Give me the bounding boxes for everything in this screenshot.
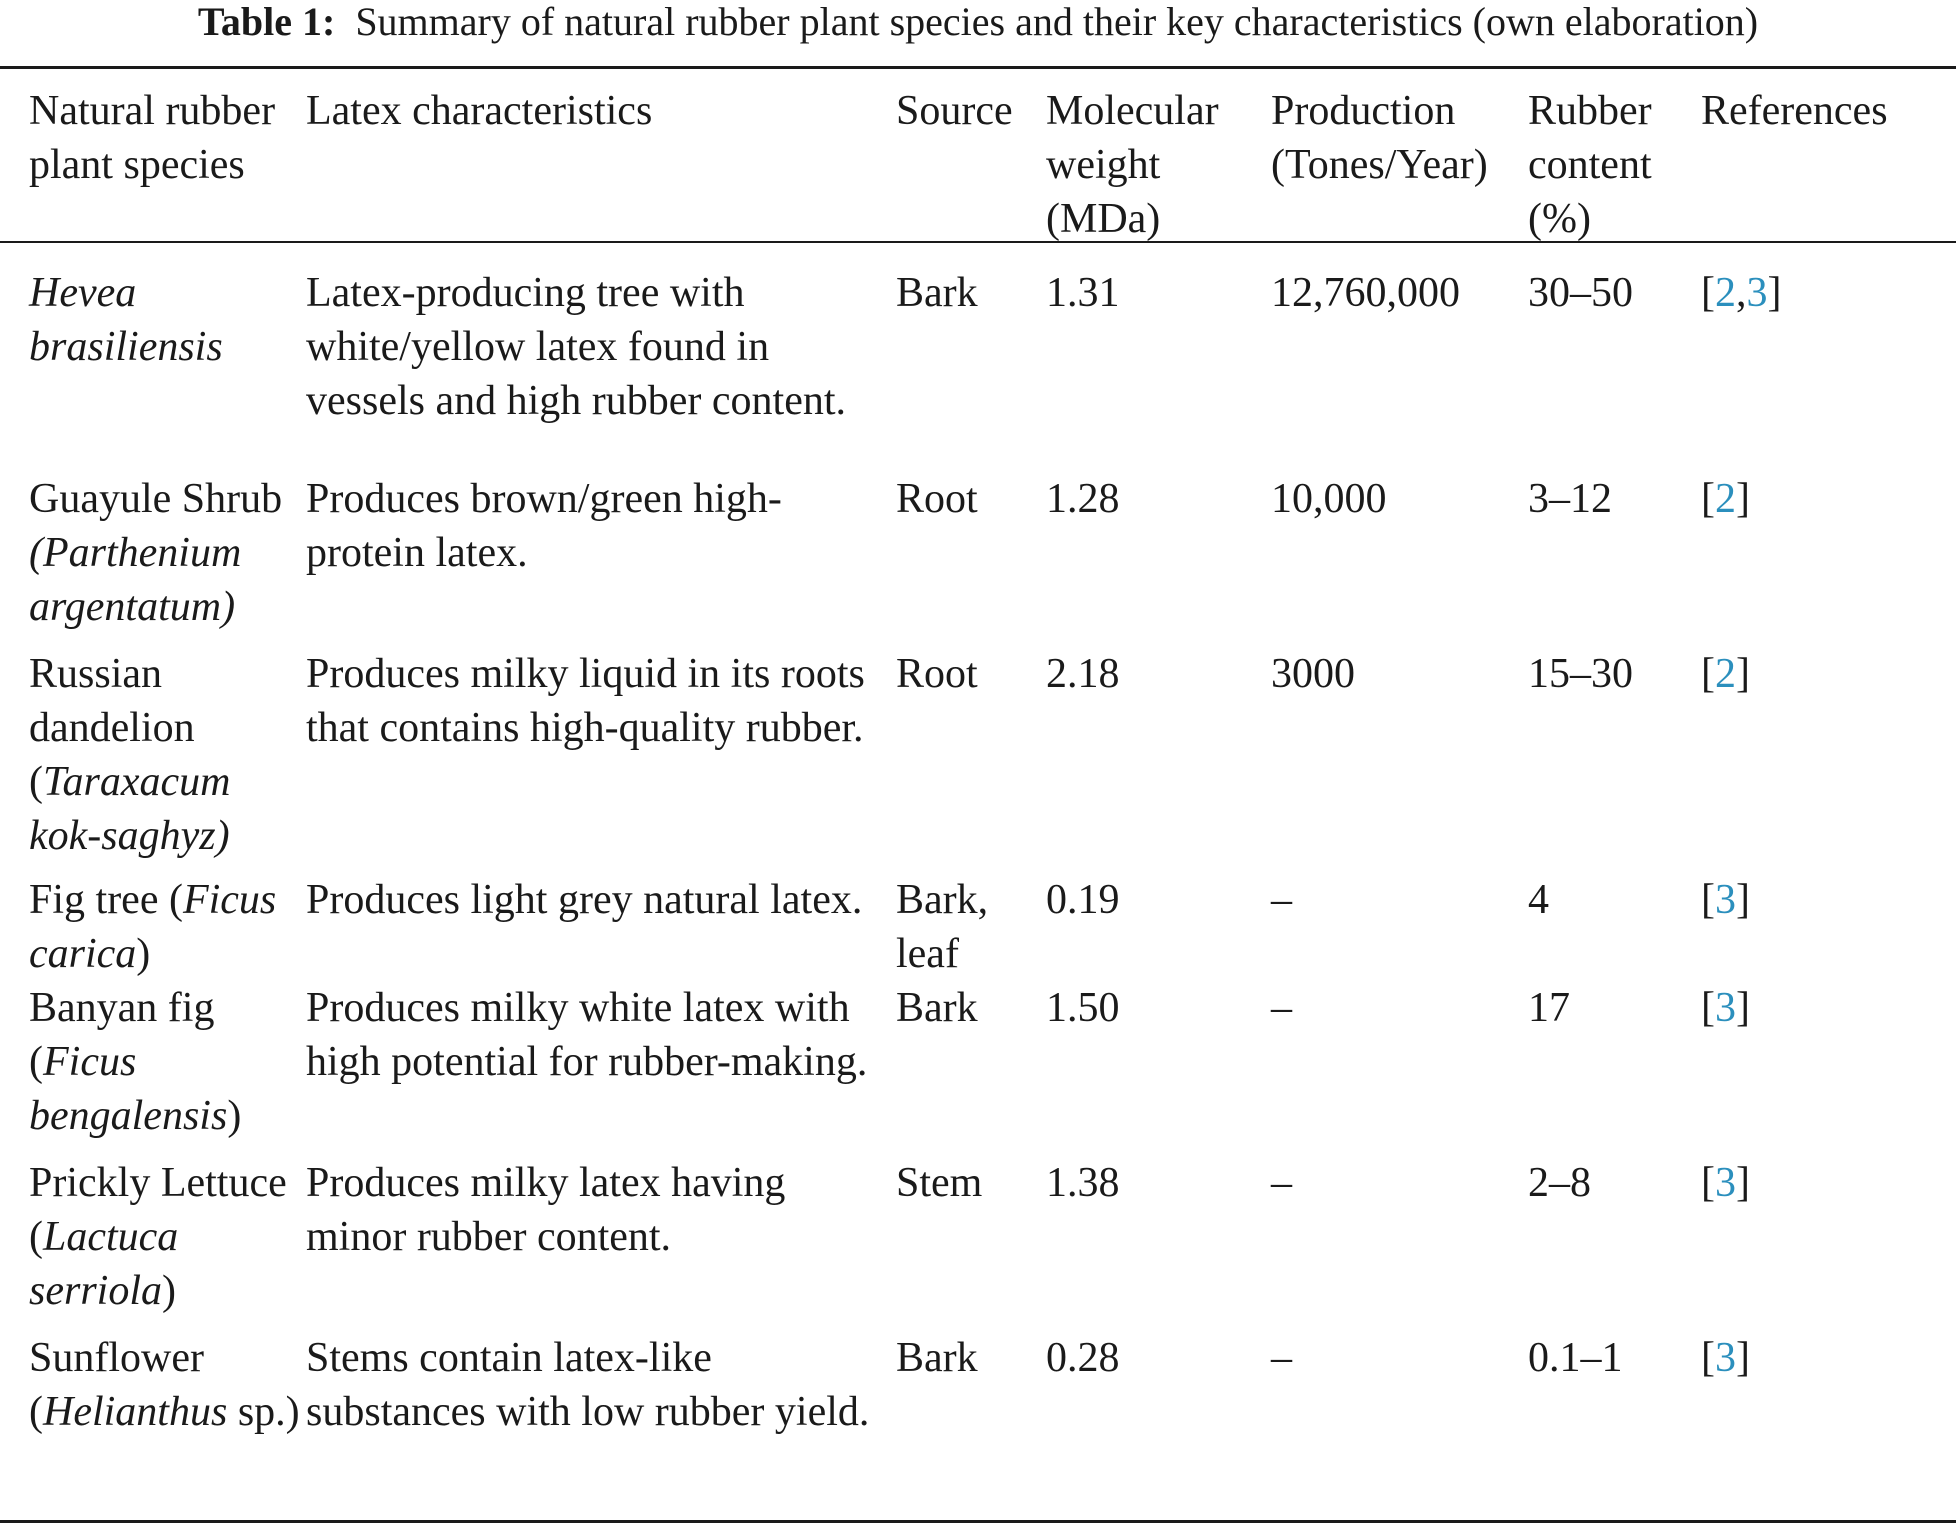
col-header-latex: Latex characteristics	[306, 88, 653, 134]
table-body	[0, 246, 1956, 1506]
production-cell: –	[1271, 1160, 1292, 1206]
references-cell: [3]	[1701, 985, 1750, 1031]
molecular-weight-cell: 1.28	[1046, 476, 1120, 522]
production-cell: 12,760,000	[1271, 270, 1460, 316]
table-row	[0, 1331, 1956, 1506]
species-cell	[0, 981, 306, 1156]
table-row	[0, 647, 1956, 873]
latex-cell: Produces milky liquid in its roots that contains high-quality rubber.	[306, 651, 865, 751]
species-name-text: Russian dandelion (	[29, 651, 195, 805]
reference-link[interactable]: 3	[1746, 270, 1768, 316]
species-name-text: Prickly Lettuce (	[29, 1160, 287, 1260]
rubber-content-cell: 2–8	[1528, 1160, 1591, 1206]
molecular-weight-cell: 1.31	[1046, 270, 1120, 316]
molecular-weight-cell: 1.50	[1046, 985, 1120, 1031]
col-header-references: References	[1701, 88, 1888, 134]
species-scientific-name: Ficus carica	[29, 877, 277, 977]
latex-cell: Produces milky white latex with high potential for rubber-making.	[306, 985, 868, 1085]
source-cell: Bark	[896, 985, 978, 1031]
top-rule	[0, 66, 1956, 69]
reference-link[interactable]: 2	[1715, 476, 1736, 522]
table-row	[0, 472, 1956, 647]
rubber-content-cell: 4	[1528, 877, 1549, 923]
production-cell: 10,000	[1271, 476, 1387, 522]
molecular-weight-cell: 0.19	[1046, 877, 1120, 923]
species-name-suffix: sp.)	[227, 1389, 300, 1435]
col-header-species: Natural rubber plant species	[29, 88, 276, 188]
rubber-content-cell: 15–30	[1528, 651, 1633, 697]
production-cell: –	[1271, 877, 1292, 923]
species-cell	[0, 647, 306, 873]
table-row	[0, 1156, 1956, 1331]
source-cell: Bark	[896, 1335, 978, 1381]
references-cell: [3]	[1701, 1335, 1750, 1381]
species-scientific-name: Hevea brasiliensis	[29, 270, 223, 370]
species-cell	[0, 873, 306, 981]
molecular-weight-cell: 2.18	[1046, 651, 1120, 697]
species-name-text: Banyan fig (	[29, 985, 215, 1085]
molecular-weight-cell: 0.28	[1046, 1335, 1120, 1381]
production-cell: –	[1271, 985, 1292, 1031]
reference-link[interactable]: 2	[1715, 651, 1736, 697]
reference-link[interactable]: 3	[1715, 1335, 1736, 1381]
species-scientific-name: Ficus bengalensis	[29, 1039, 228, 1139]
latex-cell: Produces light grey natural latex.	[306, 877, 863, 923]
species-name-suffix: )	[136, 931, 151, 977]
caption-text: Summary of natural rubber plant species and their key characteristics (own elaboration)	[355, 0, 1759, 44]
reference-link[interactable]: 3	[1715, 1160, 1736, 1206]
latex-cell: Latex-producing tree with white/yellow latex found in vessels and high rubber content.	[306, 270, 847, 424]
species-scientific-name: Helianthus	[43, 1389, 228, 1435]
references-cell: [2]	[1701, 651, 1750, 697]
species-scientific-name: (Parthenium argentatum)	[29, 530, 242, 630]
rubber-content-cell: 0.1–1	[1528, 1335, 1623, 1381]
species-cell	[0, 246, 306, 472]
rubber-species-table	[0, 72, 1956, 1506]
table-row	[0, 873, 1956, 981]
latex-cell: Stems contain latex-like substances with low rubber yield.	[306, 1335, 870, 1435]
caption-label: Table 1:	[197, 0, 336, 44]
col-header-molecular-weight: Molecular weight (MDa)	[1046, 88, 1219, 242]
col-header-production: Production (Tones/Year)	[1271, 88, 1488, 188]
table-row	[0, 981, 1956, 1156]
table-caption	[0, 0, 1956, 46]
header-row	[0, 72, 1956, 246]
latex-cell: Produces milky latex having minor rubber content.	[306, 1160, 786, 1260]
table-row	[0, 246, 1956, 472]
references-cell: [2,3]	[1701, 270, 1782, 316]
bottom-rule	[0, 1520, 1956, 1523]
species-name-suffix: )	[227, 1093, 242, 1139]
species-cell	[0, 472, 306, 647]
references-cell: [3]	[1701, 877, 1750, 923]
source-cell: Bark	[896, 270, 978, 316]
production-cell: –	[1271, 1335, 1292, 1381]
species-scientific-name: Taraxacum kok-saghyz)	[29, 759, 231, 859]
species-cell	[0, 1156, 306, 1331]
source-cell: Root	[896, 476, 978, 522]
source-cell: Stem	[896, 1160, 983, 1206]
source-cell: Root	[896, 651, 978, 697]
source-cell: Bark, leaf	[896, 877, 989, 977]
reference-link[interactable]: 3	[1715, 985, 1736, 1031]
references-cell: [3]	[1701, 1160, 1750, 1206]
rubber-content-cell: 30–50	[1528, 270, 1633, 316]
species-name-text: Fig tree (	[29, 877, 183, 923]
col-header-source: Source	[896, 88, 1013, 134]
molecular-weight-cell: 1.38	[1046, 1160, 1120, 1206]
production-cell: 3000	[1271, 651, 1355, 697]
species-name-text: Sunflower (	[29, 1335, 204, 1435]
species-cell	[0, 1331, 306, 1506]
references-cell: [2]	[1701, 476, 1750, 522]
latex-cell: Produces brown/green high-protein latex.	[306, 476, 782, 576]
reference-link[interactable]: 3	[1715, 877, 1736, 923]
reference-link[interactable]: 2	[1715, 270, 1736, 316]
rubber-content-cell: 17	[1528, 985, 1570, 1031]
rubber-content-cell: 3–12	[1528, 476, 1612, 522]
species-scientific-name: Lactuca serriola	[29, 1214, 179, 1314]
species-name-text: Guayule Shrub	[29, 476, 283, 522]
col-header-rubber-content: Rubber content (%)	[1528, 88, 1652, 242]
species-name-suffix: )	[162, 1268, 177, 1314]
